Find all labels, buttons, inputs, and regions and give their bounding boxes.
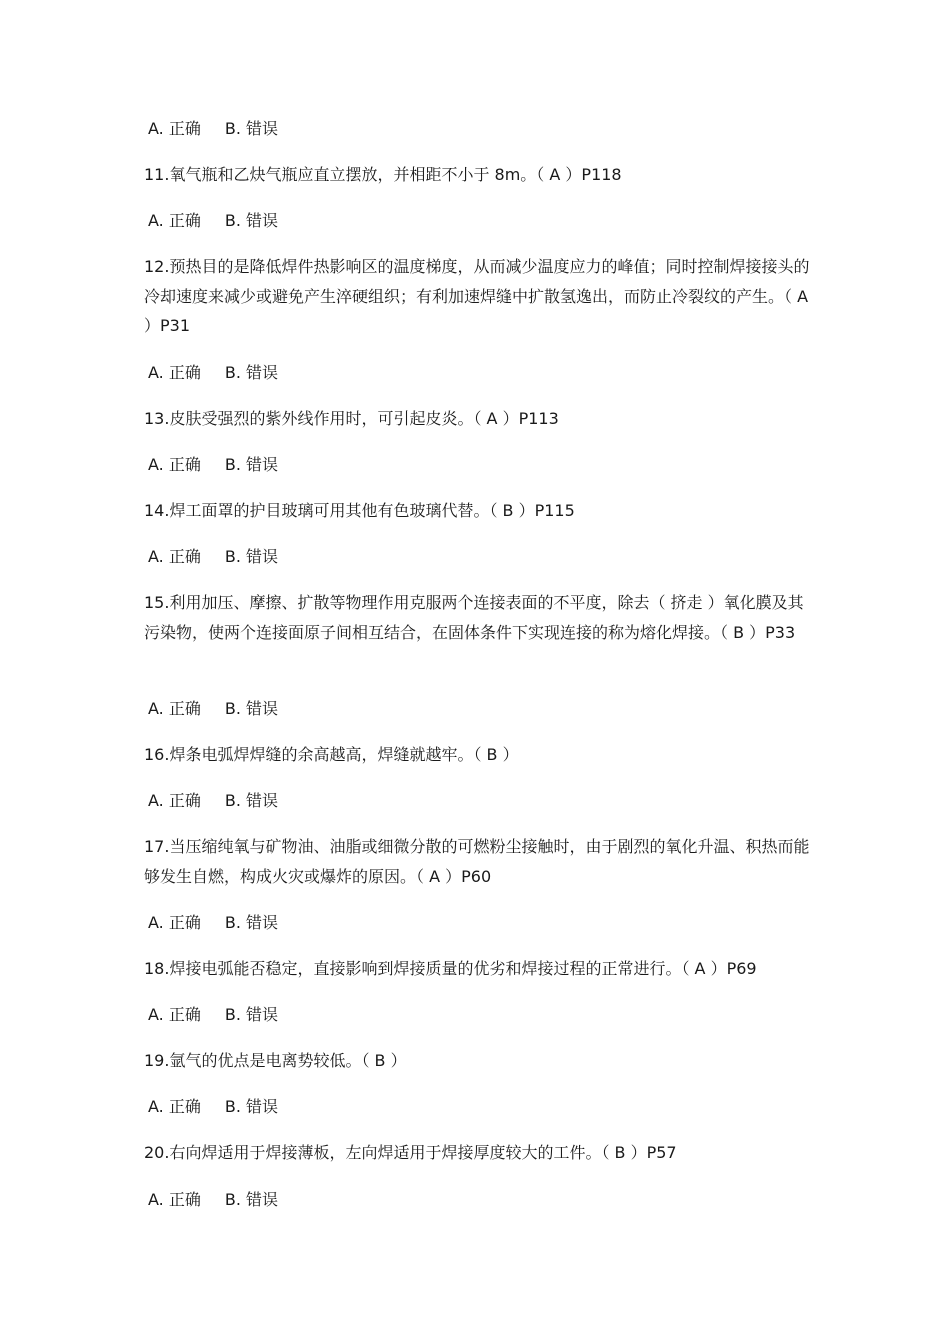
question-20 xyxy=(144,1138,814,1168)
question-18 xyxy=(144,954,814,984)
answer-options xyxy=(148,1004,278,1026)
question-text: 18.焊接电弧能否稳定，直接影响到焊接质量的优劣和焊接过程的正常进行。（ A ）P69 xyxy=(144,959,757,978)
question-text: 15.利用加压、摩擦、扩散等物理作用克服两个连接表面的不平度，除去（ 挤走 ）氧化膜及其污染物，使两个连接面原子间相互结合，在固体条件下实现连接的称为熔化焊接。（ B ）P33 xyxy=(144,593,804,642)
option-b: B. 错误 xyxy=(224,363,278,382)
question-text: 12.预热目的是降低焊件热影响区的温度梯度，从而减少温度应力的峰值；同时控制焊接接头的冷却速度来减少或避免产生淬硬组织；有利加速焊缝中扩散氢逸出，而防止冷裂纹的产生。（ A ）P31 xyxy=(144,257,810,335)
option-a: A. 正确 xyxy=(148,1190,201,1209)
option-b: B. 错误 xyxy=(224,913,278,932)
question-19 xyxy=(144,1046,814,1076)
option-a: A. 正确 xyxy=(148,1005,201,1024)
option-a: A. 正确 xyxy=(148,699,201,718)
question-text: 17.当压缩纯氧与矿物油、油脂或细微分散的可燃粉尘接触时，由于剧烈的氧化升温、积热而能够发生自燃，构成火灾或爆炸的原因。（ A ）P60 xyxy=(144,837,810,886)
option-a: A. 正确 xyxy=(148,211,201,230)
option-b: B. 错误 xyxy=(224,211,278,230)
question-15 xyxy=(144,588,814,647)
answer-options xyxy=(148,1096,278,1118)
answer-options xyxy=(148,546,278,568)
option-b: B. 错误 xyxy=(224,547,278,566)
option-b: B. 错误 xyxy=(224,1190,278,1209)
question-12 xyxy=(144,252,814,341)
option-b: B. 错误 xyxy=(224,119,278,138)
question-text: 16.焊条电弧焊焊缝的余高越高，焊缝就越牢。（ B ） xyxy=(144,745,519,764)
option-b: B. 错误 xyxy=(224,1097,278,1116)
answer-options xyxy=(148,118,278,140)
answer-options xyxy=(148,454,278,476)
answer-options xyxy=(148,1189,278,1211)
option-a: A. 正确 xyxy=(148,119,201,138)
answer-options xyxy=(148,362,278,384)
question-14 xyxy=(144,496,814,526)
question-text: 19.氩气的优点是电离势较低。（ B ） xyxy=(144,1051,407,1070)
option-b: B. 错误 xyxy=(224,699,278,718)
option-b: B. 错误 xyxy=(224,1005,278,1024)
option-a: A. 正确 xyxy=(148,791,201,810)
question-13 xyxy=(144,404,814,434)
option-a: A. 正确 xyxy=(148,547,201,566)
question-text: 13.皮肤受强烈的紫外线作用时，可引起皮炎。（ A ）P113 xyxy=(144,409,559,428)
answer-options xyxy=(148,790,278,812)
question-text: 14.焊工面罩的护目玻璃可用其他有色玻璃代替。（ B ）P115 xyxy=(144,501,575,520)
option-a: A. 正确 xyxy=(148,1097,201,1116)
option-a: A. 正确 xyxy=(148,913,201,932)
question-text: 20.右向焊适用于焊接薄板，左向焊适用于焊接厚度较大的工件。（ B ）P57 xyxy=(144,1143,677,1162)
option-a: A. 正确 xyxy=(148,455,201,474)
option-b: B. 错误 xyxy=(224,455,278,474)
option-b: B. 错误 xyxy=(224,791,278,810)
answer-options xyxy=(148,912,278,934)
question-11 xyxy=(144,160,814,190)
answer-options xyxy=(148,210,278,232)
answer-options xyxy=(148,698,278,720)
question-text: 11.氧气瓶和乙炔气瓶应直立摆放，并相距不小于 8m。（ A ）P118 xyxy=(144,165,622,184)
question-17 xyxy=(144,832,814,891)
question-16 xyxy=(144,740,814,770)
option-a: A. 正确 xyxy=(148,363,201,382)
